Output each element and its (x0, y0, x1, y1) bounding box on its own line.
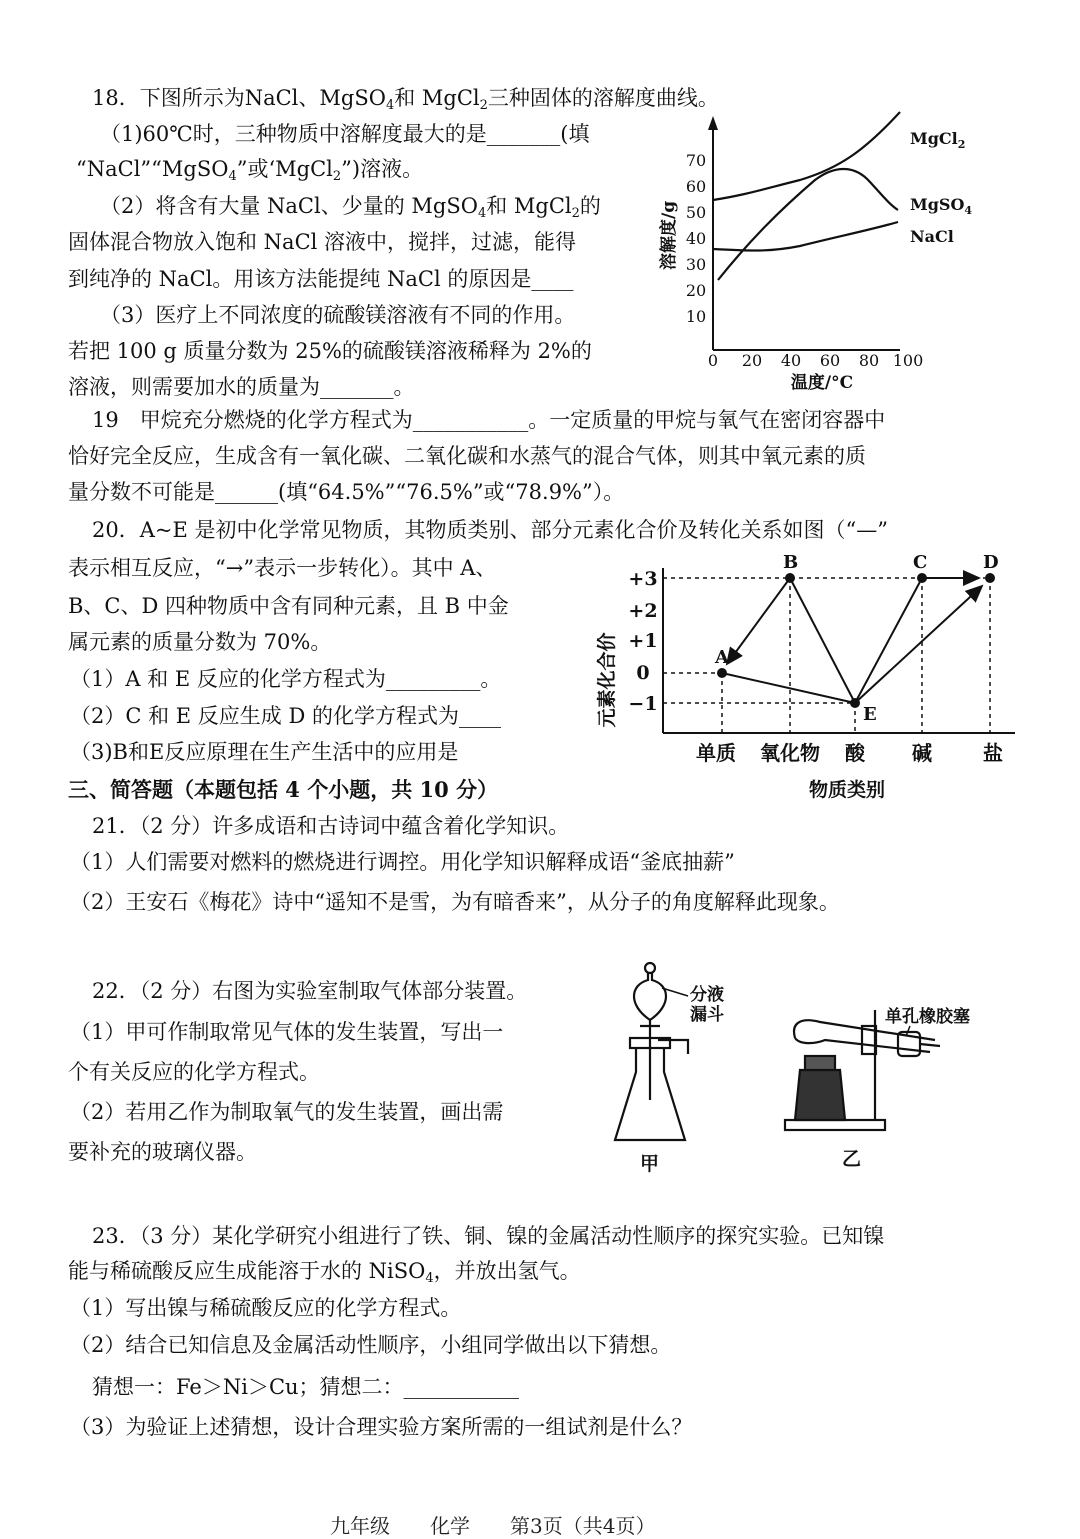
y-tick-20: 20 (685, 281, 707, 300)
q20-line1: 20．A~E 是初中化学常见物质，其物质类别、部分元素化合价及转化关系如图（“—” (92, 518, 888, 542)
node-c (917, 573, 927, 583)
node-e-label: E (863, 704, 877, 725)
line-a-e (722, 673, 855, 703)
q23-hypothesis: 猜想一：Fe＞Ni＞Cu；猜想二：___________ (92, 1375, 520, 1399)
x-tick-0: 0 (707, 351, 719, 370)
nacl-curve (713, 222, 898, 251)
x-tick-60: 60 (819, 351, 841, 370)
x-tick-40: 40 (780, 351, 802, 370)
valence-axis-label: 元素化合价 (596, 632, 618, 728)
q21-line1: 21．（2 分）许多成语和古诗词中蕴含着化学知识。 (92, 814, 570, 838)
x-axis-label: 温度/°C (790, 373, 854, 393)
q22-line1: 22．（2 分）右图为实验室制取气体部分装置。 (92, 979, 528, 1003)
nacl-label: NaCl (910, 227, 954, 246)
node-d-label: D (983, 552, 999, 573)
q23-part1: （1）写出镍与稀硫酸反应的化学方程式。 (70, 1296, 462, 1320)
y-tick-30: 30 (685, 255, 707, 274)
node-b-label: B (783, 552, 799, 573)
q20-part1: （1）A 和 E 反应的化学方程式为_________。 (70, 667, 502, 691)
y-tick-40: 40 (685, 229, 707, 248)
mgso4-label: MgSO$_4$ (910, 195, 973, 217)
q23-part2: （2）结合已知信息及金属活动性顺序，小组同学做出以下猜想。 (70, 1333, 672, 1357)
q21-part2: （2）王安石《梅花》诗中“遥知不是雪，为有暗香来”，从分子的角度解释此现象。 (70, 890, 840, 914)
q22-part1: （1）甲可作制取常见气体的发生装置，写出一 (70, 1020, 504, 1044)
q19-line3: 量分数不可能是______(填“64.5%”“76.5%”或“78.9%”）。 (68, 480, 625, 504)
x-tick-80: 80 (858, 351, 880, 370)
q20-part3: （3)B和E反应原理在生产生活中的应用是 (70, 740, 459, 764)
valence-tick-plus2: +2 (628, 600, 658, 622)
node-a (717, 668, 727, 678)
apparatus-yi (785, 1010, 940, 1130)
y-axis-arrow (708, 116, 718, 130)
label-funnel-line2: 漏斗 (690, 1005, 724, 1025)
q18-part2: （2）将含有大量 NaCl、少量的 MgSO$_4$和 MgCl$_2$的 (100, 194, 601, 221)
q23-line1: 23．（3 分）某化学研究小组进行了铁、铜、镍的金属活动性顺序的探究实验。已知镍 (92, 1224, 885, 1248)
category-acid: 酸 (845, 741, 865, 765)
category-element: 单质 (696, 741, 736, 765)
y-tick-70: 70 (685, 151, 707, 170)
q18-part3-line2: 若把 100 g 质量分数为 25%的硫酸镁溶液稀释为 2%的 (68, 339, 592, 363)
category-salt: 盐 (983, 741, 1003, 765)
q18-part1: （1)60℃时，三种物质中溶解度最大的是_______(填 (100, 122, 590, 146)
valence-tick-plus1: +1 (628, 630, 658, 652)
x-tick-100: 100 (892, 351, 924, 370)
q20-line2: 表示相互反应，“→”表示一步转化）。其中 A、 (68, 556, 497, 580)
apparatus-jia (615, 963, 688, 1140)
section-3-title: 三、简答题（本题包括 4 个小题，共 10 分） (68, 777, 499, 802)
q18-part1-options: “NaCl”“MgSO$_4$”或‘MgCl$_2$”)溶液。 (76, 157, 424, 184)
q18-part2-line3: 到纯净的 NaCl。用该方法能提纯 NaCl 的原因是____ (68, 267, 574, 291)
y-tick-60: 60 (685, 177, 707, 196)
guide-lines (663, 578, 990, 733)
q18-part3-line3: 溶液，则需要加水的质量为_______。 (68, 375, 415, 399)
solubility-chart (650, 100, 990, 395)
q20-part2: （2）C 和 E 反应生成 D 的化学方程式为____ (70, 704, 501, 728)
q18-part2-line2: 固体混合物放入饱和 NaCl 溶液中，搅拌，过滤，能得 (68, 230, 577, 254)
q20-line4: 属元素的质量分数为 70%。 (68, 630, 332, 654)
q22-part2: （2）若用乙作为制取氧气的发生装置，画出需 (70, 1100, 504, 1124)
label-stopper: 单孔橡胶塞 (885, 1007, 970, 1027)
mgso4-curve (718, 169, 898, 280)
label-jia: 甲 (640, 1153, 660, 1175)
category-base: 碱 (912, 741, 932, 765)
x-tick-20: 20 (741, 351, 763, 370)
q22-part2-line2: 要补充的玻璃仪器。 (68, 1140, 257, 1164)
q18-title: 18．下图所示为NaCl、MgSO$_4$和 MgCl$_2$三种固体的溶解度曲线。 (92, 86, 719, 113)
q19-line2: 恰好完全反应，生成含有一氧化碳、二氧化碳和水蒸气的混合气体，则其中氧元素的质 (68, 444, 866, 468)
q18-part3: （3）医疗上不同浓度的硫酸镁溶液有不同的作用。 (100, 303, 576, 327)
node-a-label: A (715, 647, 729, 668)
label-funnel-line1: 分液 (690, 985, 724, 1005)
page-footer: 九年级 化学 第3页（共4页） (330, 1514, 656, 1538)
category-axis-label: 物质类别 (808, 779, 886, 801)
node-d (985, 573, 995, 583)
apparatus-figure (600, 960, 1020, 1180)
q20-line3: B、C、D 四种物质中含有同种元素，且 B 中金 (68, 594, 509, 618)
y-tick-10: 10 (685, 307, 707, 326)
node-e (850, 698, 860, 708)
valence-tick-0: 0 (636, 662, 650, 684)
line-b-e (790, 578, 855, 703)
valence-tick-minus1: −1 (628, 693, 658, 715)
node-b (785, 573, 795, 583)
valence-tick-plus3: +3 (628, 568, 658, 590)
arrow-e-to-d (855, 586, 982, 703)
y-axis-label: 溶解度/g (659, 200, 679, 270)
node-c-label: C (913, 552, 928, 573)
category-oxide: 氧化物 (760, 741, 820, 765)
arrow-b-to-a (727, 578, 790, 664)
label-yi: 乙 (842, 1148, 862, 1170)
q19-line1: 19 甲烷充分燃烧的化学方程式为___________。一定质量的甲烷与氧气在密闭容器中 (92, 408, 886, 432)
q22-part1-line2: 个有关反应的化学方程式。 (68, 1060, 320, 1084)
mgcl2-label: MgCl$_2$ (910, 129, 966, 151)
y-tick-50: 50 (685, 203, 707, 222)
q23-line2: 能与稀硫酸反应生成能溶于水的 NiSO$_4$，并放出氢气。 (68, 1259, 581, 1286)
q23-part3: （3）为验证上述猜想，设计合理实验方案所需的一组试剂是什么？ (70, 1415, 693, 1439)
q21-part1: （1）人们需要对燃料的燃烧进行调控。用化学知识解释成语“釜底抽薪” (70, 850, 735, 874)
valence-diagram (585, 548, 1025, 808)
line-e-c (855, 578, 922, 703)
